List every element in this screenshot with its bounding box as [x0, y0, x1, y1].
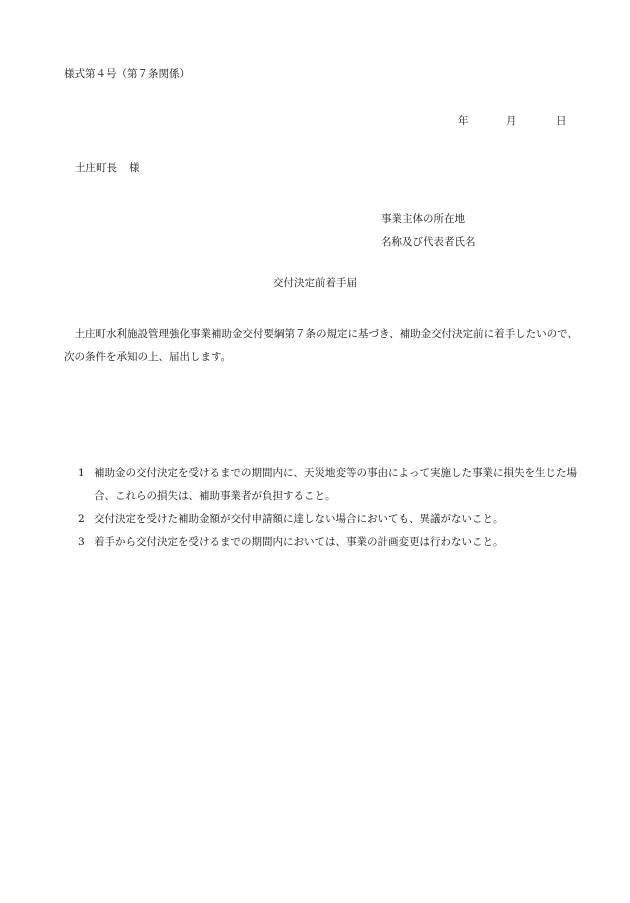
applicant-address-label: 事業主体の所在地	[381, 213, 465, 225]
condition-item	[78, 508, 578, 531]
condition-item	[78, 462, 578, 508]
condition-text: 補助金の交付決定を受けるまでの期間内に、天災地変等の事由によって実施した事業に損失を生じた場合、これらの損失は、補助事業者が負担すること。	[94, 467, 577, 502]
date-day-label: 日	[556, 115, 567, 127]
body-paragraph: 土庄町水利施設管理強化事業補助金交付要綱第７条の規定に基づき、補助金交付決定前に着手したいので、次の条件を承知の上、届出します。	[64, 328, 578, 363]
date-month-label: 月	[506, 115, 517, 127]
applicant-name-label: 名称及び代表者氏名	[381, 236, 476, 248]
date-year-label: 年	[458, 115, 469, 127]
form-number: 様式第４号（第７条関係）	[64, 68, 190, 80]
condition-number: 2	[78, 513, 85, 525]
condition-item	[78, 531, 578, 554]
addressee-name: 土庄町長	[75, 162, 117, 174]
addressee	[75, 163, 140, 174]
condition-number: 3	[78, 536, 85, 548]
condition-text: 交付決定を受けた補助金額が交付申請額に達しない場合においても、異議がないこと。	[94, 513, 504, 525]
date-line	[458, 116, 570, 127]
condition-number: 1	[78, 467, 85, 479]
conditions-list	[78, 462, 578, 554]
addressee-honorific: 様	[129, 162, 140, 174]
applicant-block	[381, 208, 476, 254]
document-title: 交付決定前着手届	[273, 277, 357, 289]
condition-text: 着手から交付決定を受けるまでの期間内においては、事業の計画変更は行わないこと。	[94, 536, 504, 548]
